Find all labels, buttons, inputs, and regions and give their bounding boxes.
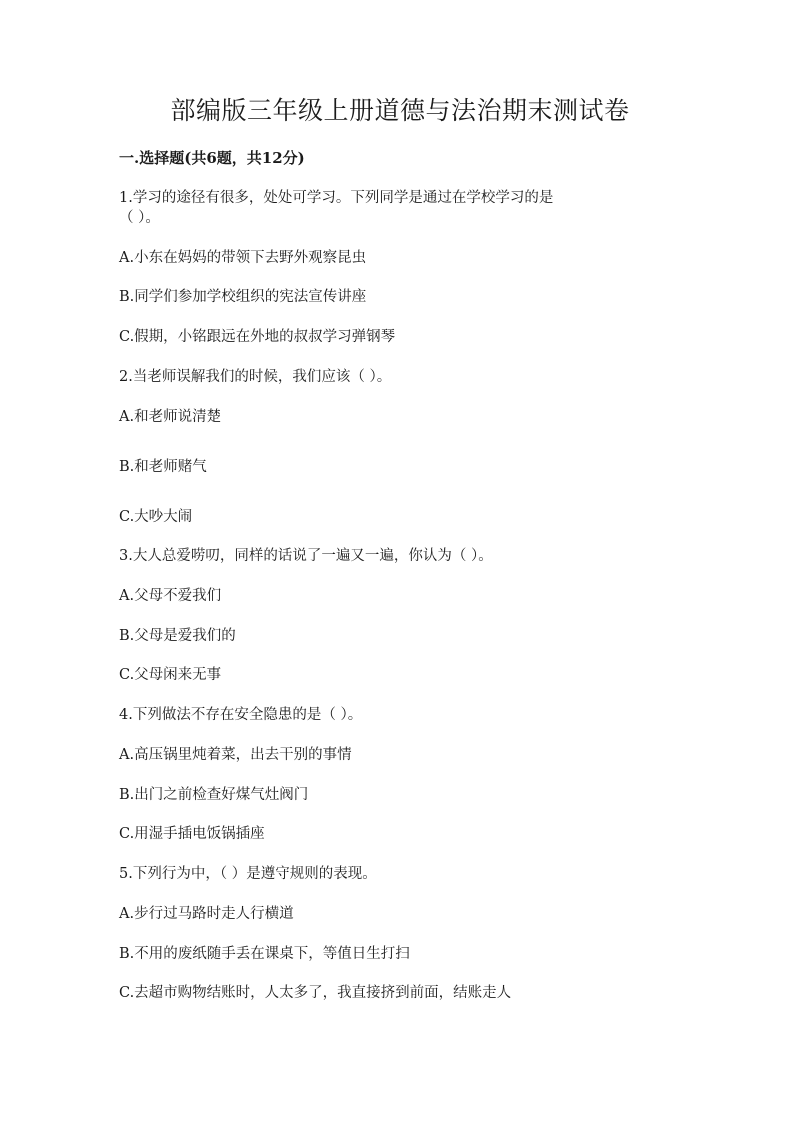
question-4-option-a: A.高压锅里炖着菜，出去干别的事情: [119, 747, 352, 763]
exam-title: 部编版三年级上册道德与法治期末测试卷: [170, 96, 630, 125]
question-1-stem: 1.学习的途径有很多，处处可学习。下列同学是通过在学校学习的是: [119, 190, 554, 206]
section-heading: 一.选择题(共6题，共12分): [119, 149, 305, 167]
question-2-option-c: C.大吵大闹: [119, 509, 193, 525]
question-3-option-a: A.父母不爱我们: [119, 588, 222, 604]
question-1-option-c: C.假期，小铭跟远在外地的叔叔学习弹钢琴: [119, 329, 396, 345]
question-5-stem: 5.下列行为中，（ ）是遵守规则的表现。: [119, 866, 377, 882]
question-5-option-b: B.不用的废纸随手丢在课桌下，等值日生打扫: [119, 946, 410, 962]
question-2-option-b: B.和老师赌气: [119, 459, 207, 475]
question-5-option-a: A.步行过马路时走人行横道: [119, 906, 294, 922]
question-3-stem: 3.大人总爱唠叨，同样的话说了一遍又一遍，你认为（ ）。: [119, 548, 493, 564]
question-1-option-a: A.小东在妈妈的带领下去野外观察昆虫: [119, 250, 367, 266]
question-1-option-b: B.同学们参加学校组织的宪法宣传讲座: [119, 289, 367, 305]
question-1-blank: （ ）。: [119, 210, 160, 226]
question-5-option-c: C.去超市购物结账时，人太多了，我直接挤到前面，结账走人: [119, 985, 512, 1001]
question-4-option-c: C.用湿手插电饭锅插座: [119, 826, 265, 842]
question-3-option-c: C.父母闲来无事: [119, 667, 222, 683]
question-4-option-b: B.出门之前检查好煤气灶阀门: [119, 787, 309, 803]
question-2-stem: 2.当老师误解我们的时候，我们应该（ ）。: [119, 369, 392, 385]
question-4-stem: 4.下列做法不存在安全隐患的是（ ）。: [119, 707, 363, 723]
question-3-option-b: B.父母是爱我们的: [119, 628, 236, 644]
question-2-option-a: A.和老师说清楚: [119, 409, 222, 425]
